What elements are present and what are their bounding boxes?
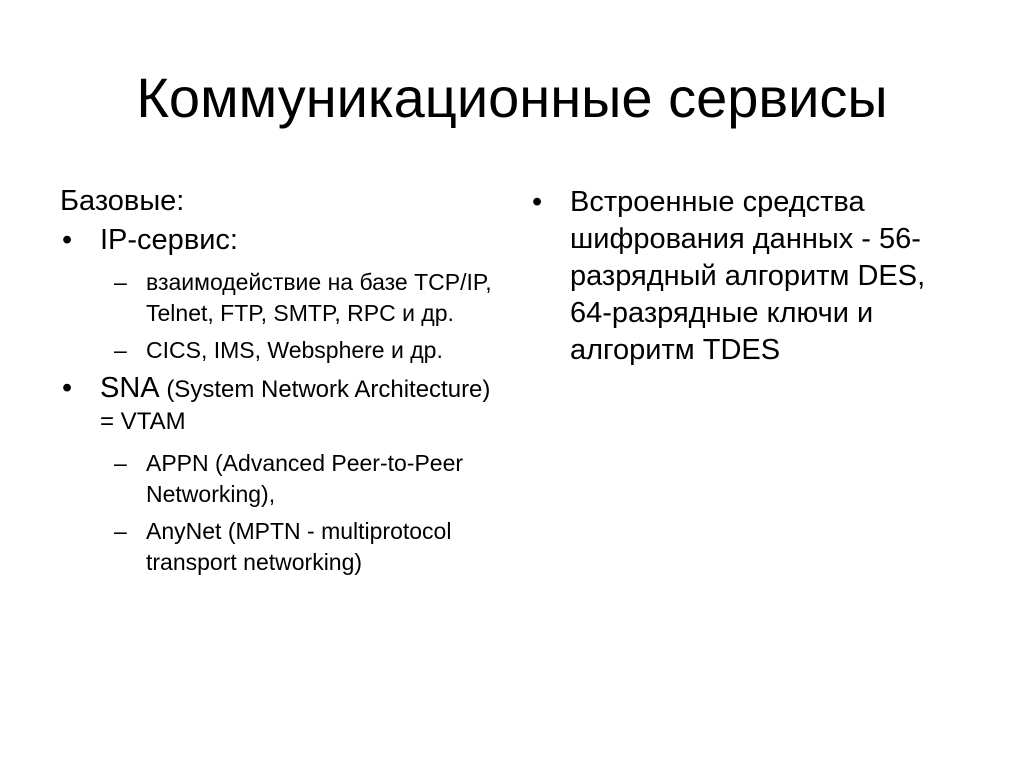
encryption-text: Встроенные средства шифрования данных - 56-разрядный алгоритм DES, 64-разрядные ключи и алгоритм TDES	[570, 186, 926, 366]
dash-glyph: –	[114, 450, 127, 476]
sna-description: (System Network Architecture) = VTAM	[100, 376, 491, 435]
bullet-glyph: •	[62, 372, 73, 404]
slide-title: Коммуникационные сервисы	[136, 66, 888, 129]
right-column	[530, 184, 970, 369]
sub-item-text: взаимодействие на базе TCP/IP, Telnet, FTP, SMTP, RPC и др.	[146, 269, 492, 326]
sub-item-cics	[60, 335, 500, 366]
sub-item-anynet	[60, 516, 500, 578]
left-column	[60, 184, 500, 584]
sub-item-text: CICS, IMS, Websphere и др.	[146, 337, 443, 363]
bullet-glyph: •	[532, 186, 543, 218]
bullet-sna	[60, 372, 500, 438]
dash-glyph: –	[114, 518, 127, 544]
bullet-glyph: •	[62, 224, 73, 256]
sub-item-text: APPN (Advanced Peer-to-Peer Networking),	[146, 450, 464, 507]
ip-service-label: IP-сервис:	[100, 224, 238, 256]
dash-glyph: –	[114, 337, 127, 363]
sub-item-appn	[60, 448, 500, 510]
sub-item-text: AnyNet (MPTN - multiprotocol transport networking)	[146, 518, 452, 575]
intro-label: Базовые:	[60, 185, 185, 217]
dash-glyph: –	[114, 269, 127, 295]
sna-label: SNA	[100, 372, 160, 404]
sub-item-tcpip	[60, 267, 500, 329]
bullet-ip-service	[60, 224, 500, 257]
bullet-encryption	[530, 184, 970, 369]
